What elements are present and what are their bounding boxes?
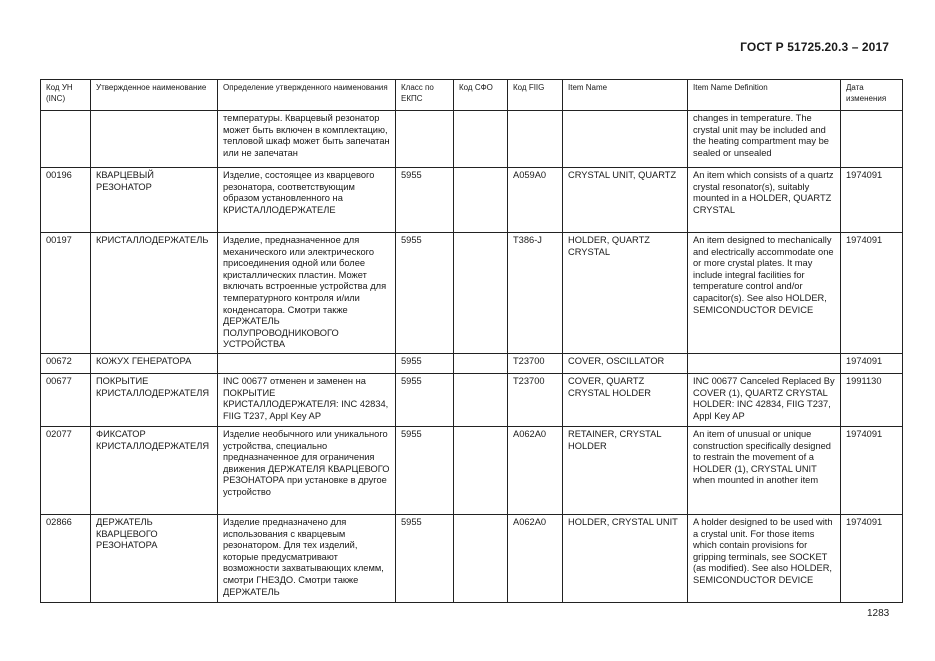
table-row (41, 168, 903, 233)
col-header-approved-name: Утвержденное наименование (91, 80, 218, 111)
cell-fiig-code: T23700 (508, 353, 563, 373)
cell-approved-name (91, 111, 218, 168)
cell-definition (218, 353, 396, 373)
cell-change-date: 1974091 (841, 426, 903, 514)
cell-approved-name: КОЖУХ ГЕНЕРАТОРА (91, 353, 218, 373)
table-header-row (41, 80, 903, 111)
table-row (41, 111, 903, 168)
cell-approved-name: КРИСТАЛЛОДЕРЖАТЕЛЬ (91, 233, 218, 354)
table-row (41, 353, 903, 373)
cell-item-definition: changes in temperature. The crystal unit may be included and the heating compartment may be sealed or unsealed (688, 111, 841, 168)
cell-definition: Изделие предназначено для использования с кварцевым резонатором. Для тех изделий, которые предусматривают возможности захватывающих клемм, смотри ГНЕЗДО. Смотри также ДЕРЖАТЕЛЬ (218, 514, 396, 602)
table-row (41, 373, 903, 426)
page-number: 1283 (867, 608, 890, 619)
cell-class: 5955 (396, 233, 454, 354)
cell-approved-name: ФИКСАТОР КРИСТАЛЛОДЕРЖАТЕЛЯ (91, 426, 218, 514)
col-header-fiig-code: Код FIIG (508, 80, 563, 111)
cell-item-definition: An item designed to mechanically and electrically accommodate one or more crystal plates. It may include integral facilities for temperature control and/or capacitor(s). See also HOLDER, SEMICONDUCTOR DEVICE (688, 233, 841, 354)
table-row (41, 426, 903, 514)
cell-definition: Изделие, состоящее из кварцевого резонатора, соответствующим образом установленного на КРИСТАЛЛОДЕРЖАТЕЛЕ (218, 168, 396, 233)
cell-inc: 00672 (41, 353, 91, 373)
cell-fiig-code: T386-J (508, 233, 563, 354)
cell-item-name: HOLDER, QUARTZ CRYSTAL (563, 233, 688, 354)
cell-item-definition: An item which consists of a quartz crystal resonator(s), suitably mounted in a HOLDER, QUARTZ CRYSTAL (688, 168, 841, 233)
col-header-class: Класс по ЕКПС (396, 80, 454, 111)
cell-item-name: CRYSTAL UNIT, QUARTZ (563, 168, 688, 233)
cell-definition: температуры. Кварцевый резонатор может быть включен в комплектацию, тепловой шкаф может быть запечатан или не запечатан (218, 111, 396, 168)
cell-class: 5955 (396, 168, 454, 233)
cell-change-date: 1974091 (841, 353, 903, 373)
cell-change-date: 1991130 (841, 373, 903, 426)
cell-sfo-code (454, 426, 508, 514)
cell-change-date: 1974091 (841, 168, 903, 233)
cell-definition: Изделие необычного или уникального устройства, специально предназначенное для ограничения движения ДЕРЖАТЕЛЯ КВАРЦЕВОГО РЕЗОНАТОРА при установке в другое устройство (218, 426, 396, 514)
document-header: ГОСТ Р 51725.20.3 – 2017 (740, 40, 889, 54)
cell-approved-name: ДЕРЖАТЕЛЬ КВАРЦЕВОГО РЕЗОНАТОРА (91, 514, 218, 602)
cell-item-name: COVER, OSCILLATOR (563, 353, 688, 373)
cell-fiig-code (508, 111, 563, 168)
cell-class: 5955 (396, 514, 454, 602)
table-row (41, 514, 903, 602)
cell-inc: 02077 (41, 426, 91, 514)
cell-change-date (841, 111, 903, 168)
cell-change-date: 1974091 (841, 514, 903, 602)
table-row (41, 233, 903, 354)
col-header-sfo-code: Код СФО (454, 80, 508, 111)
cell-item-name (563, 111, 688, 168)
cell-sfo-code (454, 111, 508, 168)
col-header-change-date: Дата изменения (841, 80, 903, 111)
cell-sfo-code (454, 514, 508, 602)
cell-item-definition: An item of unusual or unique construction specifically designed to restrain the movement of a HOLDER (1), CRYSTAL UNIT when mounted in another item (688, 426, 841, 514)
cell-item-name: COVER, QUARTZ CRYSTAL HOLDER (563, 373, 688, 426)
cell-item-name: HOLDER, CRYSTAL UNIT (563, 514, 688, 602)
col-header-inc: Код УН (INC) (41, 80, 91, 111)
cell-definition: Изделие, предназначенное для механического или электрического присоединения одной или более кристаллических пластин. Может включать встроенные устройства для температурного контроля и/или конденсатора. Смотри также ДЕРЖАТЕЛЬ ПОЛУПРОВОДНИКОВОГО УСТРОЙСТВА (218, 233, 396, 354)
cell-definition: INC 00677 отменен и заменен на ПОКРЫТИЕ КРИСТАЛЛОДЕРЖАТЕЛЯ: INC 42834, FIIG T237, Appl Key AP (218, 373, 396, 426)
cell-class (396, 111, 454, 168)
cell-inc: 02866 (41, 514, 91, 602)
cell-inc: 00677 (41, 373, 91, 426)
col-header-item-definition: Item Name Definition (688, 80, 841, 111)
cell-sfo-code (454, 353, 508, 373)
cell-inc (41, 111, 91, 168)
cell-class: 5955 (396, 426, 454, 514)
cell-sfo-code (454, 373, 508, 426)
cell-sfo-code (454, 233, 508, 354)
cell-fiig-code: T23700 (508, 373, 563, 426)
cell-approved-name: ПОКРЫТИЕ КРИСТАЛЛОДЕРЖАТЕЛЯ (91, 373, 218, 426)
cell-change-date: 1974091 (841, 233, 903, 354)
cell-item-definition (688, 353, 841, 373)
cell-sfo-code (454, 168, 508, 233)
cell-class: 5955 (396, 373, 454, 426)
cell-fiig-code: A062A0 (508, 426, 563, 514)
cell-fiig-code: A062A0 (508, 514, 563, 602)
item-table (40, 79, 903, 603)
col-header-item-name: Item Name (563, 80, 688, 111)
cell-inc: 00196 (41, 168, 91, 233)
cell-approved-name: КВАРЦЕВЫЙ РЕЗОНАТОР (91, 168, 218, 233)
cell-item-definition: INC 00677 Canceled Replaced By COVER (1), QUARTZ CRYSTAL HOLDER: INC 42834, FIIG T237, Appl Key AP (688, 373, 841, 426)
cell-item-definition: A holder designed to be used with a crystal unit. For those items which contain provisions for gripping terminals, see SOCKET (as modified). See also HOLDER, SEMICONDUCTOR DEVICE (688, 514, 841, 602)
cell-fiig-code: A059A0 (508, 168, 563, 233)
cell-inc: 00197 (41, 233, 91, 354)
col-header-definition: Определение утвержденного наименования (218, 80, 396, 111)
cell-item-name: RETAINER, CRYSTAL HOLDER (563, 426, 688, 514)
cell-class: 5955 (396, 353, 454, 373)
